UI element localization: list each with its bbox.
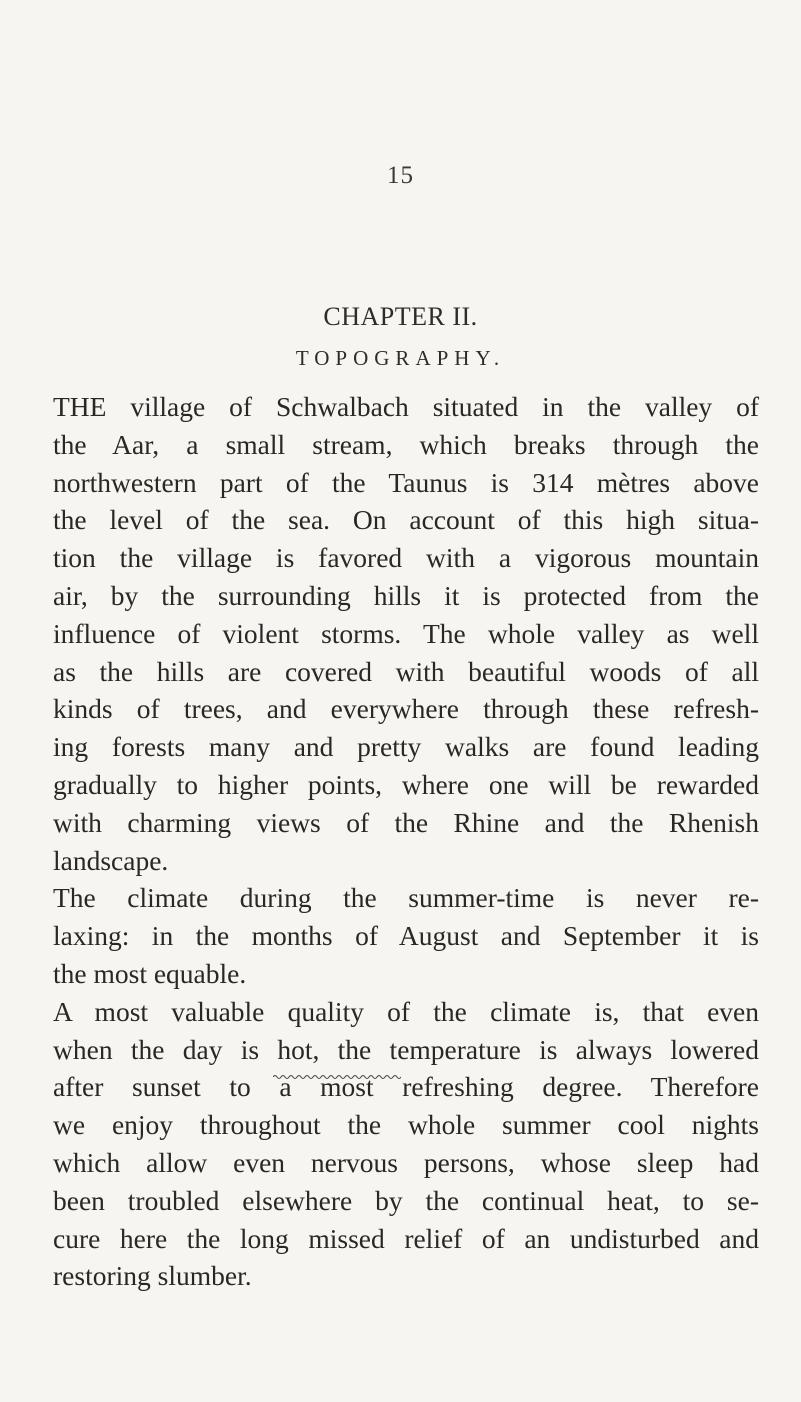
text-line: landscape. [53,844,169,876]
text-line: restoring slumber. [53,1260,252,1292]
text-line: after sunset to a most refreshing degree. Therefore [53,1071,759,1103]
chapter-heading: CHAPTER II. [323,302,478,331]
text-line: with charming views of the Rhine and the Rhenish [53,806,759,838]
text-line: as the hills are covered with beautiful woods of all [53,655,759,687]
text-line: been troubled elsewhere by the continual heat, to se- [53,1184,759,1216]
text-line: the Aar, a small stream, which breaks through the [53,428,759,460]
text-line: influence of violent storms. The whole valley as well [53,617,759,649]
text-line: the most equable. [53,957,247,989]
text-line: laxing: in the months of August and September it is [53,920,759,952]
text-line: the level of the sea. On account of this high situa- [53,504,759,536]
text-line: gradually to higher points, where one will be rewarded [53,768,759,800]
text-line: when the day is hot, the temperature is always lowered [53,1033,759,1065]
text-line: air, by the surrounding hills it is protected from the [53,579,759,611]
chapter-body-text [53,388,759,1295]
text-line: we enjoy throughout the whole summer cool nights [53,1109,759,1141]
text-line: northwestern part of the Taunus is 314 mètres above [53,466,759,498]
text-line: THE village of Schwalbach situated in the valley of [53,391,759,422]
wavy-divider-ornament [273,1072,401,1082]
text-line: tion the village is favored with a vigorous mountain [53,542,759,574]
page-number: 15 [387,162,414,189]
text-line: The climate during the summer-time is never re- [53,882,759,914]
text-line: which allow even nervous persons, whose sleep had [53,1146,759,1178]
text-line: A most valuable quality of the climate is, that even [53,995,759,1027]
chapter-title: TOPOGRAPHY. [295,346,506,370]
text-line: kinds of trees, and everywhere through these refresh- [53,693,759,725]
text-line: ing forests many and pretty walks are found leading [53,731,759,763]
text-line: cure here the long missed relief of an undisturbed and [53,1222,759,1254]
